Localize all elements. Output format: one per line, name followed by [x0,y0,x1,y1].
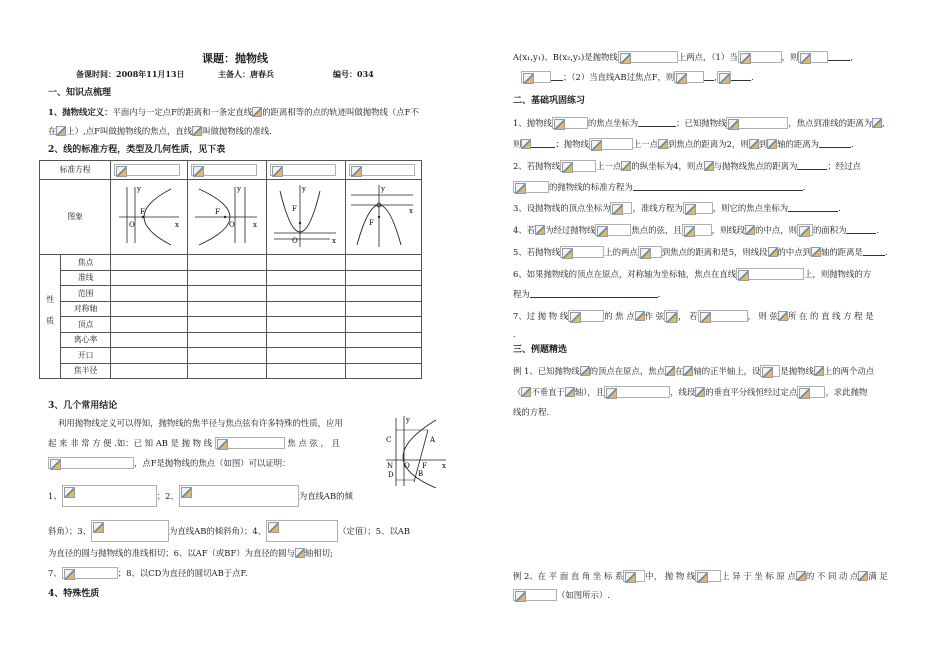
conclusion-line-7: 7、 ；8、以CD为直径的圆切AB于点F. [48,568,248,578]
question-4: 4、若 为经过抛物线 焦点的弦，且 ，则线段 的中点，则 的面积为 . [513,225,880,235]
formula-icon [796,571,806,581]
formula-icon [589,138,633,150]
question-5: 5、若抛物线 上的两点 到焦点的距离和是5，则线段 的中点到 轴的距离是 . [513,247,888,257]
formula-icon [683,366,693,376]
formula-icon [114,164,180,176]
top-line-2: ；（2）当直线AB过焦点F，则 , . [521,71,754,83]
formula-icon [745,225,755,235]
section-heading-4: 4、特殊性质 [48,589,100,599]
formula-icon [695,387,705,397]
row-label-equation: 标准方程 [40,161,111,180]
svg-text:D: D [388,471,394,479]
svg-text:x: x [442,462,446,470]
formula-icon [798,51,828,63]
svg-text:O: O [404,462,410,470]
meta-code: 编号：034 [333,69,374,79]
formula-icon [736,268,804,280]
formula-icon [56,126,66,136]
svg-text:F: F [292,204,297,213]
svg-text:y: y [406,416,410,424]
definition-line-1: 1、抛物线定义：平面内与一定点F的距离和一条定直线 的距离相等的点的轨迹叫做抛物线（点F不 [48,107,419,117]
formula-icon [760,365,780,377]
formula-icon [683,202,713,214]
question-6-line-1: 6、如果抛物线的顶点在原点，对称轴为坐标轴，焦点在直线 上，则抛物线的方 [513,269,872,279]
formula-icon [682,224,712,236]
formula-icon [704,161,714,171]
svg-text:x: x [175,220,180,229]
svg-text:O: O [292,236,298,245]
formula-icon [726,117,788,129]
top-line-1: A(x₁,y₁)、B(x₂,y₂)是抛物线 上两点，（1）当 ，则 , [513,52,853,62]
formula-icon [621,161,631,171]
formula-icon [192,126,202,136]
conclusion-line-2: 起 来 非 常 方 便 .如：已 知 AB 是 抛 物 线 焦 点 弦 ， 且 [48,438,340,448]
formula-icon [797,386,825,398]
formula-icon [266,520,338,542]
formula-icon [560,160,596,172]
definition-line-2: 在 上）,点F叫做抛物线的焦点，直线 叫做抛物线的准线. [48,126,272,136]
svg-text:x: x [253,220,258,229]
formula-icon [778,311,788,321]
formula-icon [568,310,604,322]
section-heading-1: 一、知识点梳理 [48,88,112,98]
formula-icon [349,164,415,176]
formula-icon [513,589,557,601]
formula-icon [270,164,336,176]
parabola-properties-table [39,160,422,379]
svg-text:y: y [381,184,386,193]
formula-icon [664,310,678,322]
conclusion-line-5: 斜角）；3、 为直线AB的倾斜角）；4、 （定值）；5、以AB [48,520,410,542]
conclusion-line-6: 为直径的圆与抛物线的准线相切；6、以AF（或BF）为直径的圆与 轴相切; [48,548,333,558]
formula-icon [521,139,531,149]
example-2-line-2: （如图所示）. [513,589,610,601]
prop-label: 准线 [60,270,110,286]
formula-icon [872,118,882,128]
prop-label: 顶点 [60,317,110,333]
svg-text:O: O [229,220,235,229]
formula-icon [565,387,575,397]
question-1-line-2: 则 ；抛物线 上一点 到焦点的距离为2，则 到 轴的距离为 . [513,139,854,149]
formula-icon [797,224,813,236]
formula-icon [513,181,549,193]
formula-icon [62,485,157,507]
prop-label: 焦点 [60,255,110,271]
formula-icon [252,107,262,117]
svg-text:F: F [422,462,427,470]
row-label-graph: 图象 [40,180,111,255]
formula-icon [618,51,678,63]
formula-icon [580,366,590,376]
formula-icon [638,246,662,258]
svg-text:x: x [409,206,414,215]
conclusion-line-3: ，点F是抛物线的焦点（如图）可以证明： [48,457,291,469]
formula-icon [179,485,299,507]
formula-icon [521,387,531,397]
svg-text:B: B [418,470,424,478]
row-group-properties: 性质 [40,255,61,379]
question-3: 3、设抛物线的顶点坐标为 ，准线方程为 ，则它的焦点坐标为 . [513,203,841,213]
formula-icon [595,224,631,236]
formula-icon [695,570,721,582]
graph-right-opening [111,180,188,255]
formula-icon [767,139,777,149]
page-title: 课题：抛物线 [202,52,268,65]
conclusion-line-1: 利用抛物线定义可以得知，抛物线的焦半径与焦点弦有许多特殊的性质，应用 [58,418,343,428]
example-1-line-2: （ 不垂直于 轴），且 ，线段 的垂直平分线恒经过定点 ，求此抛物 [513,387,868,397]
graph-left-opening [188,180,267,255]
formula-icon [604,386,670,398]
formula-icon [560,246,604,258]
svg-text:C: C [386,436,392,444]
formula-icon [811,247,821,257]
prop-label: 焦半径 [60,363,110,379]
section-heading-2: 2、线的标准方程，类型及几何性质，见下表 [48,145,226,155]
section-heading-examples: 三、例题精选 [513,345,568,355]
formula-icon [552,117,588,129]
formula-icon [295,548,305,558]
conclusion-line-4: 1、 ；2、 为直线AB的倾 [48,485,353,507]
example-1-line-3: 线的方程. [513,407,550,417]
formula-icon [62,567,118,579]
svg-text:F: F [215,207,220,216]
formula-icon [623,570,645,582]
svg-text:A: A [430,436,436,444]
svg-text:O: O [129,220,135,229]
question-6-line-2: 程为 . [513,289,661,299]
graph-down-opening [345,180,421,255]
formula-icon [521,71,551,83]
question-7-line-1: 7、过 抛 物 线 的 焦 点 作 弦 ， 若 ， 则 弦 所 在 的 直 线 方 程 是 [513,311,874,321]
graph-up-opening [267,180,346,255]
svg-text:F: F [369,218,375,227]
svg-text:y: y [237,184,242,193]
formula-icon [674,71,704,83]
example-1-line-1: 例 1、已知抛物线 的顶点在原点，焦点 在 轴的正半轴上，设 是抛物线 上的两个动点 [513,366,875,376]
formula-icon [858,571,868,581]
prop-label: 对称轴 [60,301,110,317]
formula-icon [635,311,645,321]
prop-label: 范围 [60,286,110,302]
section-heading-basic: 二、基础巩固练习 [513,96,586,106]
meta-time: 备课时间：2008年11月13日 [76,69,185,79]
formula-icon [610,202,632,214]
formula-icon [191,164,257,176]
formula-icon [215,437,285,449]
formula-icon [91,520,169,542]
example-2-line-1: 例 2、在 平 面 直 角 坐 标 系 中， 抛 物 线 上 异 于 坐 标 原 点 的 不 同 动 点 满 足 [513,571,888,581]
formula-icon [814,366,824,376]
formula-icon [698,310,748,322]
focal-chord-figure [384,412,448,488]
section-heading-3: 3、几个常用结论 [48,401,118,411]
question-2-line-1: 2、若抛物线 上一点 的纵坐标为4，则点 与抛物线焦点的距离为 ；经过点 [513,161,861,171]
axis-label: y [137,184,142,193]
prop-label: 离心率 [60,332,110,348]
formula-icon [658,139,668,149]
svg-text:F: F [140,207,146,216]
formula-icon [48,457,134,469]
formula-icon [535,225,545,235]
question-2-line-2: 的抛物线的标准方程为 . [513,181,805,193]
svg-text:x: x [332,236,336,245]
formula-icon [717,71,731,83]
svg-text:y: y [302,184,306,193]
formula-icon [738,51,782,63]
question-7-line-2: . [513,329,516,339]
formula-icon [749,139,759,149]
question-1-line-1: 1、抛物线 的焦点坐标为 ；已知抛物线 ，焦点到准线的距离为 , [513,118,885,128]
formula-icon [768,247,778,257]
formula-icon [665,366,675,376]
prop-label: 开口 [60,348,110,364]
svg-text:N: N [387,462,394,470]
meta-author: 主备人：唐春兵 [218,69,274,79]
